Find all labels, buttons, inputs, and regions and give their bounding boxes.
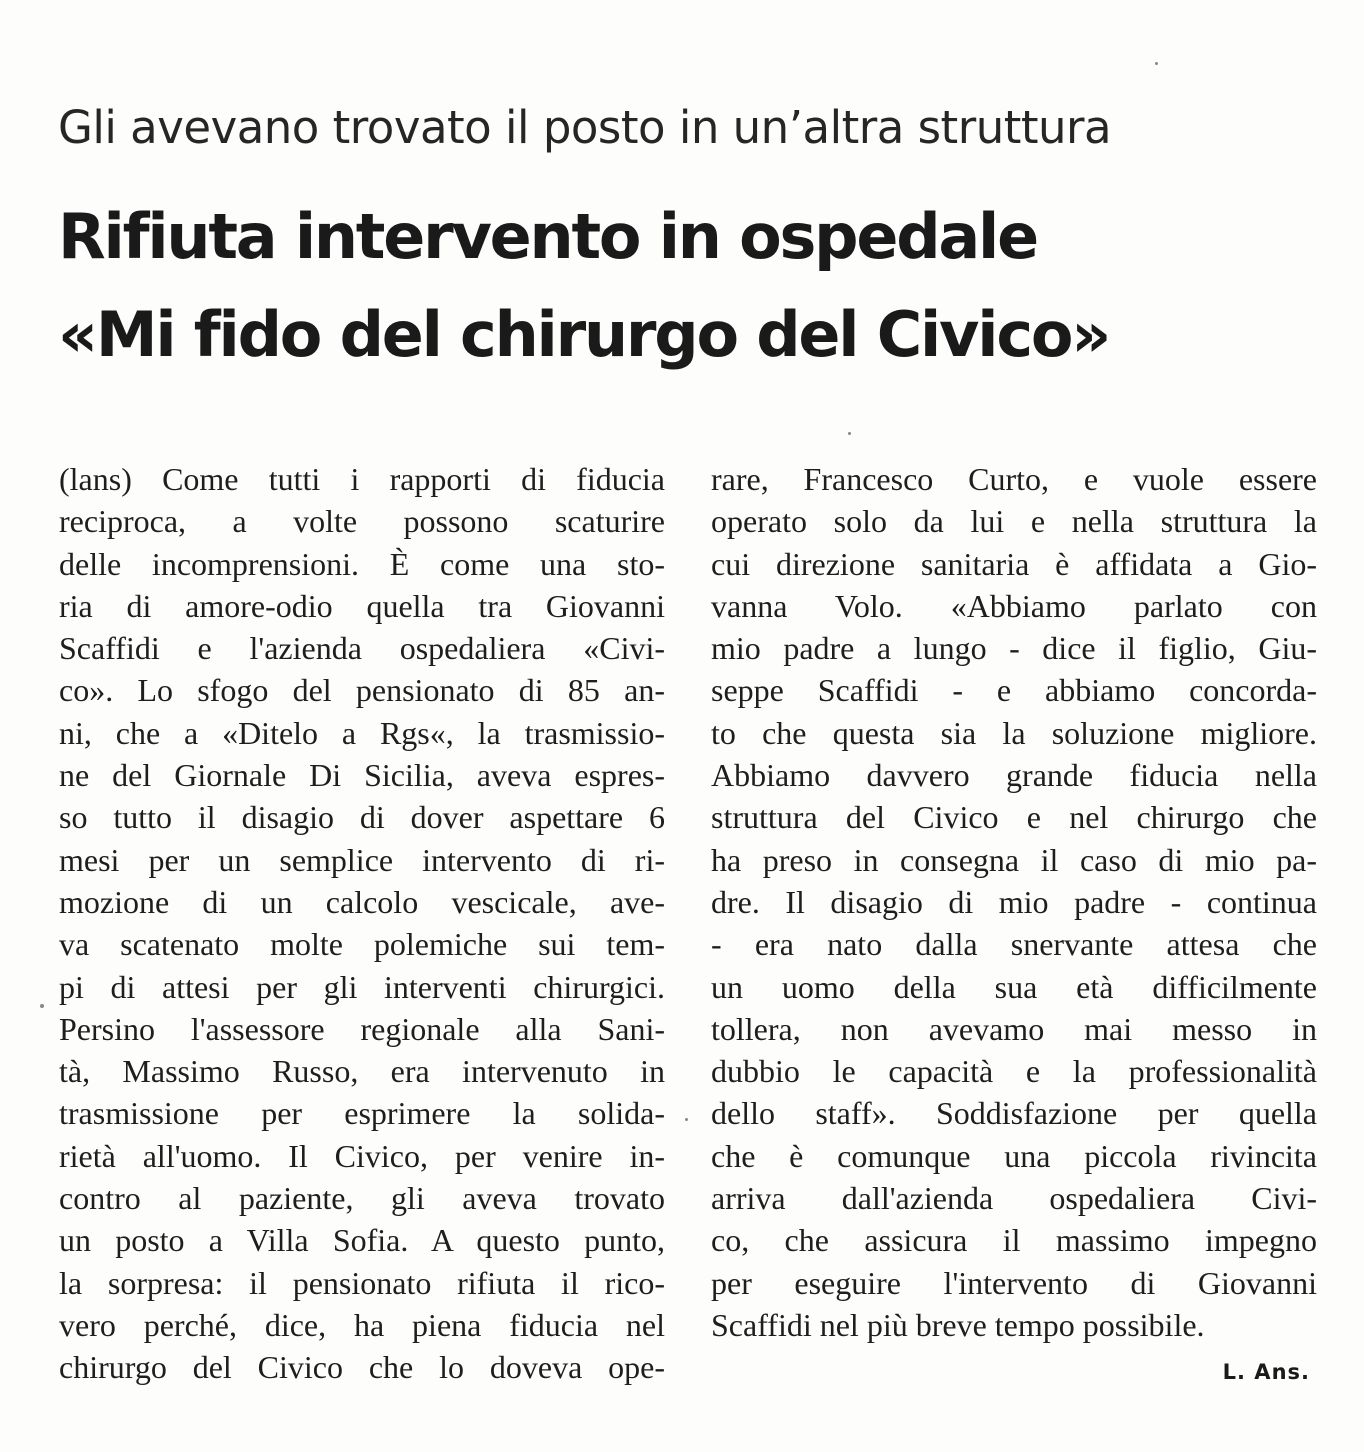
article-line: rietà all'uomo. Il Civico, per venire in- <box>59 1137 665 1174</box>
article-line: vero perché, dice, ha piena fiducia nel <box>59 1306 665 1343</box>
article-line: chirurgo del Civico che lo doveva ope- <box>59 1349 665 1386</box>
headline-line-2: «Mi fido del chirurgo del Civico» <box>58 298 1110 371</box>
article-line: mozione di un calcolo vescicale, ave- <box>59 883 665 920</box>
article-line: seppe Scaffidi - e abbiamo concorda- <box>711 672 1317 709</box>
article-kicker: Gli avevano trovato il posto in un’altra struttura <box>58 101 1112 154</box>
article-line: struttura del Civico e nel chirurgo che <box>711 799 1317 836</box>
article-line: mesi per un semplice intervento di ri- <box>59 841 665 878</box>
scan-speck <box>848 432 851 435</box>
article-line: trasmissione per esprimere la solida- <box>59 1095 665 1132</box>
article-line: (lans) Come tutti i rapporti di fiducia <box>59 461 665 497</box>
article-column-left <box>59 458 665 1389</box>
article-line: co». Lo sfogo del pensionato di 85 an- <box>59 672 665 709</box>
article-line: vanna Volo. «Abbiamo parlato con <box>711 587 1317 624</box>
article-line: ha preso in consegna il caso di mio pa- <box>711 841 1317 878</box>
article-line: to che questa sia la soluzione migliore. <box>711 714 1317 751</box>
article-line: dello staff». Soddisfazione per quella <box>711 1095 1317 1132</box>
article-line: la sorpresa: il pensionato rifiuta il rico- <box>59 1264 665 1301</box>
article-line: Scaffidi nel più breve tempo possibile. <box>711 1306 1205 1343</box>
article-line: tollera, non avevamo mai messo in <box>711 1010 1317 1047</box>
article-line: un uomo della sua età difficilmente <box>711 968 1317 1005</box>
article-line: so tutto il disagio di dover aspettare 6 <box>59 799 665 836</box>
article-column-right <box>711 458 1317 1346</box>
scan-speck <box>1155 62 1158 65</box>
article-line: delle incomprensioni. È come una sto- <box>59 545 665 582</box>
article-line: ne del Giornale Di Sicilia, aveva espres- <box>59 757 665 794</box>
headline-line-1: Rifiuta intervento in ospedale <box>58 200 1037 273</box>
article-line: cui direzione sanitaria è affidata a Gio- <box>711 545 1317 582</box>
article-line: per eseguire l'intervento di Giovanni <box>711 1264 1317 1301</box>
article-line: ria di amore-odio quella tra Giovanni <box>59 587 665 624</box>
article-line: tà, Massimo Russo, era intervenuto in <box>59 1053 665 1090</box>
article-line: operato solo da lui e nella struttura la <box>711 503 1317 540</box>
article-line: reciproca, a volte possono scaturire <box>59 503 665 540</box>
article-line: Persino l'assessore regionale alla Sani- <box>59 1010 665 1047</box>
article-headline <box>58 188 1328 384</box>
article-line: rare, Francesco Curto, e vuole essere <box>711 461 1317 497</box>
article-line: mio padre a lungo - dice il figlio, Giu- <box>711 630 1317 667</box>
scan-speck <box>685 1118 688 1121</box>
article-line: Abbiamo davvero grande fiducia nella <box>711 757 1317 794</box>
article-line: - era nato dalla snervante attesa che <box>711 926 1317 963</box>
author-signature: L. Ans. <box>1222 1360 1310 1384</box>
scan-speck <box>40 1004 44 1008</box>
article-line: arriva dall'azienda ospedaliera Civi- <box>711 1180 1317 1217</box>
article-line: Scaffidi e l'azienda ospedaliera «Civi- <box>59 630 665 667</box>
article-line: dre. Il disagio di mio padre - continua <box>711 883 1317 920</box>
article-line: contro al paziente, gli aveva trovato <box>59 1180 665 1217</box>
article-line: che è comunque una piccola rivincita <box>711 1137 1317 1174</box>
article-line: un posto a Villa Sofia. A questo punto, <box>59 1222 665 1259</box>
article-line: va scatenato molte polemiche sui tem- <box>59 926 665 963</box>
article-line: co, che assicura il massimo impegno <box>711 1222 1317 1259</box>
article-line: dubbio le capacità e la professionalità <box>711 1053 1317 1090</box>
article-line: pi di attesi per gli interventi chirurgici. <box>59 968 665 1005</box>
article-line: ni, che a «Ditelo a Rgs«, la trasmissio- <box>59 714 665 751</box>
